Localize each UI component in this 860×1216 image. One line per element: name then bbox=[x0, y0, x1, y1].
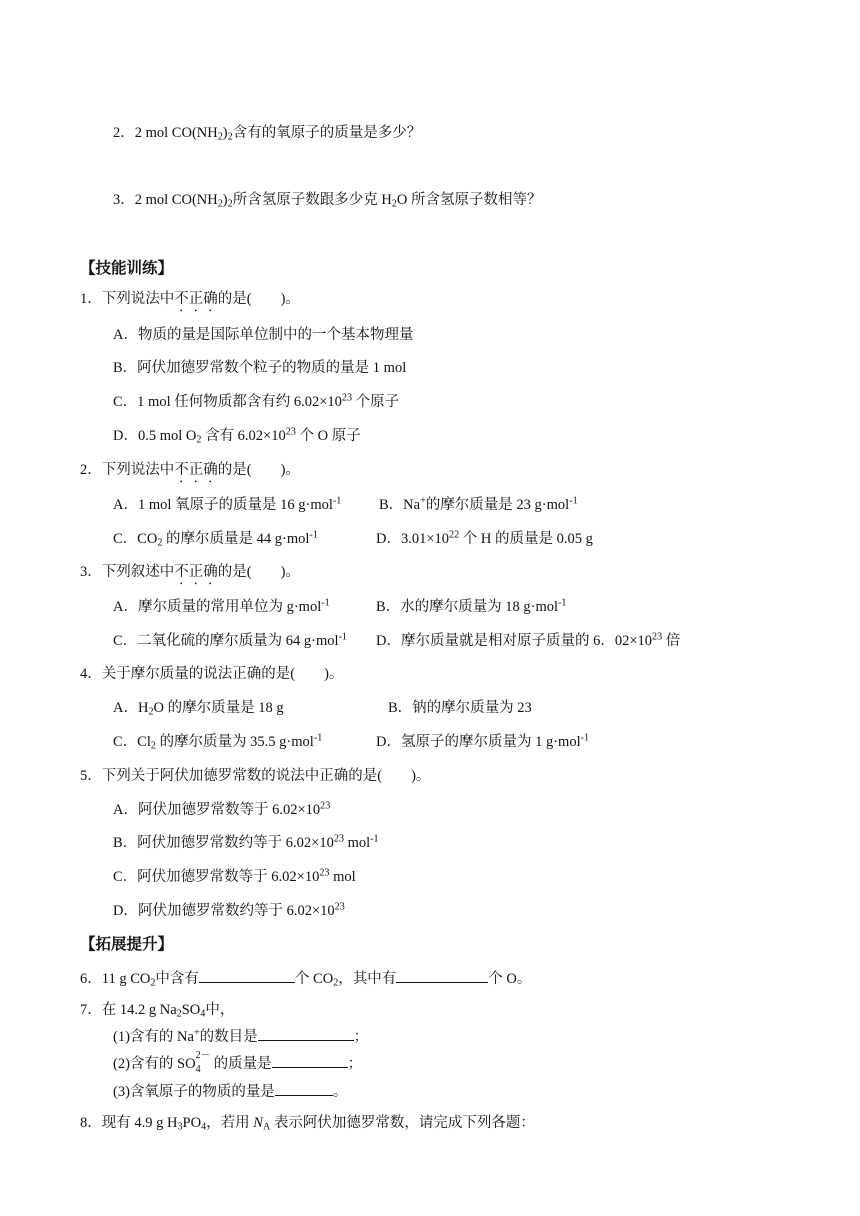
q6-blank-2[interactable] bbox=[396, 968, 488, 983]
q5-option-b: B．阿伏加德罗常数约等于 $6.02\times 10^{23}$ mol$^{-1}$ bbox=[113, 833, 379, 851]
q3-options-ab bbox=[113, 597, 813, 617]
q7-blank-1[interactable] bbox=[258, 1026, 354, 1041]
question-8-stem: 8．现有 4.9 g $H_3PO_4$，若用 $N_A$ 表示阿伏加德罗常数，请完成下列各题： bbox=[80, 1115, 535, 1133]
question-5-stem: 5．下列关于阿伏加德罗常数的说法中正确的是( )。 bbox=[80, 768, 431, 784]
question-7-stem: 7．在 14.2 g $Na_2SO_4$中， bbox=[80, 1002, 235, 1020]
section-title-extension: 【拓展提升】 bbox=[80, 935, 174, 953]
question-3-prev: 3．2 mol $CO(NH_2)_2$所含氢原子数跟多少克 $H_2O$ 所含氢原子数相等？ bbox=[113, 192, 542, 210]
q4-option-a: A．$H_2O$ 的摩尔质量是 18 g bbox=[113, 700, 284, 718]
q3-option-a: A．摩尔质量的常用单位为 g·mol$^{-1}$ bbox=[113, 597, 330, 615]
q2-option-a: A．1 mol 氧原子的质量是 16 g·mol$^{-1}$ bbox=[113, 495, 342, 513]
q2-option-c: C．$CO_2$ 的摩尔质量是 44 g·mol$^{-1}$ bbox=[113, 529, 318, 549]
question-1-stem: 1．下列说法中不正确的是( )。 bbox=[80, 291, 300, 307]
q7-part-3: (3)含氧原子的物质的量是 。 bbox=[113, 1081, 347, 1102]
q5-option-c: C．阿伏加德罗常数等于 $6.02\times 10^{23}$ mol bbox=[113, 867, 356, 885]
q1-option-b: B．阿伏加德罗常数个粒子的物质的量是 1 mol bbox=[113, 360, 407, 376]
q1-option-d: D．0.5 mol $O_2$ 含有 $6.02\times 10^{23}$ 个 O 原子 bbox=[113, 426, 361, 446]
q3-option-c: C．二氧化硫的摩尔质量为 64 g·mol$^{-1}$ bbox=[113, 631, 347, 649]
q2-option-d: D．$3.01\times 10^{22}$ 个 H 的质量是 0.05 g bbox=[376, 529, 593, 547]
q4-option-b: B．钠的摩尔质量为 23 bbox=[388, 700, 532, 716]
q3-option-b: B．水的摩尔质量为 18 g·mol$^{-1}$ bbox=[376, 597, 567, 615]
q4-option-c: C．$Cl_2$ 的摩尔质量为 35.5 g·mol$^{-1}$ bbox=[113, 732, 323, 752]
q2-options-cd bbox=[113, 529, 813, 549]
sulfate-charge: 2－ 4 bbox=[195, 1050, 211, 1075]
q7-part-1: (1)含有的 Na+的数目是 ； bbox=[113, 1027, 369, 1045]
q1-option-a: A．物质的量是国际单位制中的一个基本物理量 bbox=[113, 327, 414, 343]
q4-options-cd bbox=[113, 732, 813, 752]
q3-options-cd bbox=[113, 631, 833, 651]
question-2-prev: 2．2 mol $CO(NH_2)_2$含有的氧原子的质量是多少？ bbox=[113, 125, 422, 143]
q6-blank-1[interactable] bbox=[199, 968, 295, 983]
question-2-stem: 2．下列说法中不正确的是( )。 bbox=[80, 462, 300, 478]
q2-option-b: B．Na+的摩尔质量是 23 g·mol$^{-1}$ bbox=[379, 495, 578, 513]
q7-blank-2[interactable] bbox=[272, 1053, 348, 1068]
section-title-skill-training: 【技能训练】 bbox=[80, 259, 174, 277]
q4-options-ab bbox=[113, 698, 813, 718]
question-3-stem: 3．下列叙述中不正确的是( )。 bbox=[80, 564, 300, 580]
q5-option-d: D．阿伏加德罗常数约等于 $6.02\times 10^{23}$ bbox=[113, 901, 345, 919]
q1-option-c: C．1 mol 任何物质都含有约 $6.02\times 10^{23}$ 个原子 bbox=[113, 392, 400, 410]
q2-options-ab bbox=[113, 495, 813, 515]
q5-option-a: A．阿伏加德罗常数等于 $6.02\times 10^{23}$ bbox=[113, 800, 331, 818]
question-4-stem: 4．关于摩尔质量的说法正确的是( )。 bbox=[80, 666, 344, 682]
q4-option-d: D．氢原子的摩尔质量为 1 g·mol$^{-1}$ bbox=[376, 732, 590, 750]
q7-blank-3[interactable] bbox=[275, 1081, 333, 1096]
q3-option-d: D．摩尔质量就是相对原子质量的 6．$02\times 10^{23}$ 倍 bbox=[376, 631, 681, 649]
q7-part-2: (2)含有的 SO 2－ 4 的质量是 ； bbox=[113, 1050, 363, 1075]
question-6: 6．11 g $CO_2$中含有 个 $CO_2$，其中有 个 O。 bbox=[80, 968, 531, 989]
